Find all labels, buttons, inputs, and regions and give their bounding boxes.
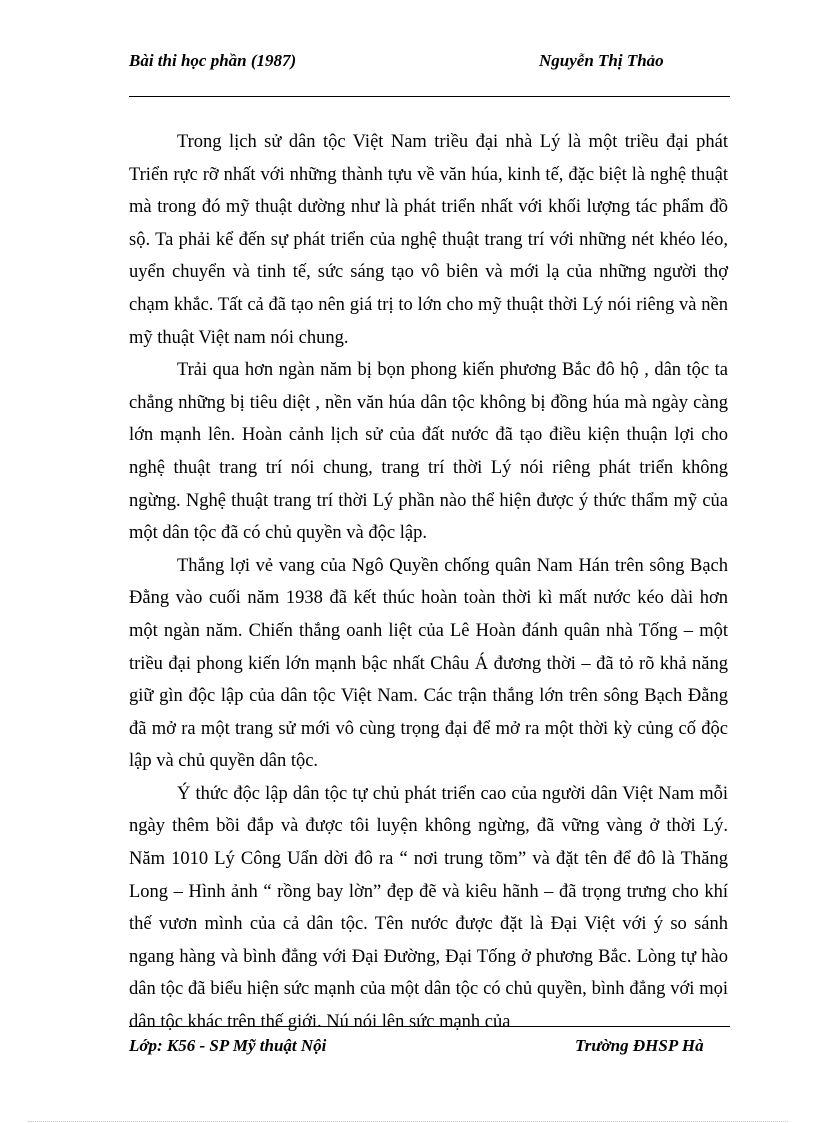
page-bottom-edge bbox=[28, 1121, 788, 1122]
paragraph-1: Trong lịch sử dân tộc Việt Nam triều đại nhà Lý là một triều đại phát Triển rực rỡ nhất với những thành tựu về văn húa, kinh tế, đặc biệt là nghệ thuật mà trong đó mỹ thuật dường như là phát triển nhất với khối lượng tác phẩm đồ sộ. Ta phải kể đến sự phát triển của nghệ thuật trang trí với những nét khéo léo, uyển chuyển và tinh tế, sức sáng tạo vô biên và mới lạ của những người thợ chạm khắc. Tất cả đã tạo nên giá trị to lớn cho mỹ thuật thời Lý nói riêng và nền mỹ thuật Việt nam nói chung. bbox=[129, 132, 728, 348]
paragraph-2: Trải qua hơn ngàn năm bị bọn phong kiến phương Bắc đô hộ , dân tộc ta chẳng những bị tiêu diệt , nền văn húa dân tộc không bị đồng húa mà ngày càng lớn mạnh lên. Hoàn cảnh lịch sử của đất nước đã tạo điều kiện thuận lợi cho nghệ thuật trang trí nói chung, trang trí thời Lý nói riêng phát triển không ngừng. Nghệ thuật trang trí thời Lý phần nào thể hiện được ý thức thẩm mỹ của một dân tộc đã có chủ quyền và độc lập. bbox=[129, 360, 728, 544]
header-author-name: Nguyễn Thị Thảo bbox=[539, 51, 664, 70]
footer-class-info: Lớp: K56 - SP Mỹ thuật Nội bbox=[129, 1036, 327, 1055]
header-course-title: Bài thi học phần (1987) bbox=[129, 51, 297, 70]
document-body bbox=[129, 126, 728, 1039]
page-header bbox=[129, 50, 730, 97]
page-footer bbox=[129, 1026, 730, 1077]
footer-school-name: Trường ĐHSP Hà bbox=[575, 1036, 704, 1055]
paragraph-4: Ý thức độc lập dân tộc tự chủ phát triển cao của người dân Việt Nam mỗi ngày thêm bồi đắp và được tôi luyện không ngừng, đã vững vàng ở thời Lý. Năm 1010 Lý Công Uẩn dời đô ra “ nơi trung tõm” và đặt tên để đô là Thăng Long – Hình ảnh “ rồng bay lờn” đẹp đẽ và kiêu hãnh – đã trọng trưng cho khí thế vươn mình của cả dân tộc. Tên nước được đặt là Đại Việt với ý so sánh ngang hàng và bình đẳng với Đại Đường, Đại Tống ở phương Bắc. Lòng tự hào dân tộc đã biểu hiện sức mạnh của một dân tộc có chủ quyền, bình đẳng với mọi dân tộc khác trên thế giới. Nú nói lên sức mạnh của bbox=[129, 783, 728, 1033]
paragraph-3: Thắng lợi vẻ vang của Ngô Quyền chống quân Nam Hán trên sông Bạch Đằng vào cuối năm 1938 đã kết thúc hoàn toàn thời kì mất nước kéo dài hơn một ngàn năm. Chiến thắng oanh liệt của Lê Hoàn đánh quân nhà Tống – một triều đại phong kiến lớn mạnh bậc nhất Châu Á đương thời – đã tỏ rõ khả năng giữ gìn độc lập của dân tộc Việt Nam. Các trận thắng lớn trên sông Bạch Đằng đã mở ra một trang sử mới vô cùng trọng đại để mở ra một thời kỳ củng cố độc lập và chủ quyền dân tộc. bbox=[129, 555, 728, 772]
